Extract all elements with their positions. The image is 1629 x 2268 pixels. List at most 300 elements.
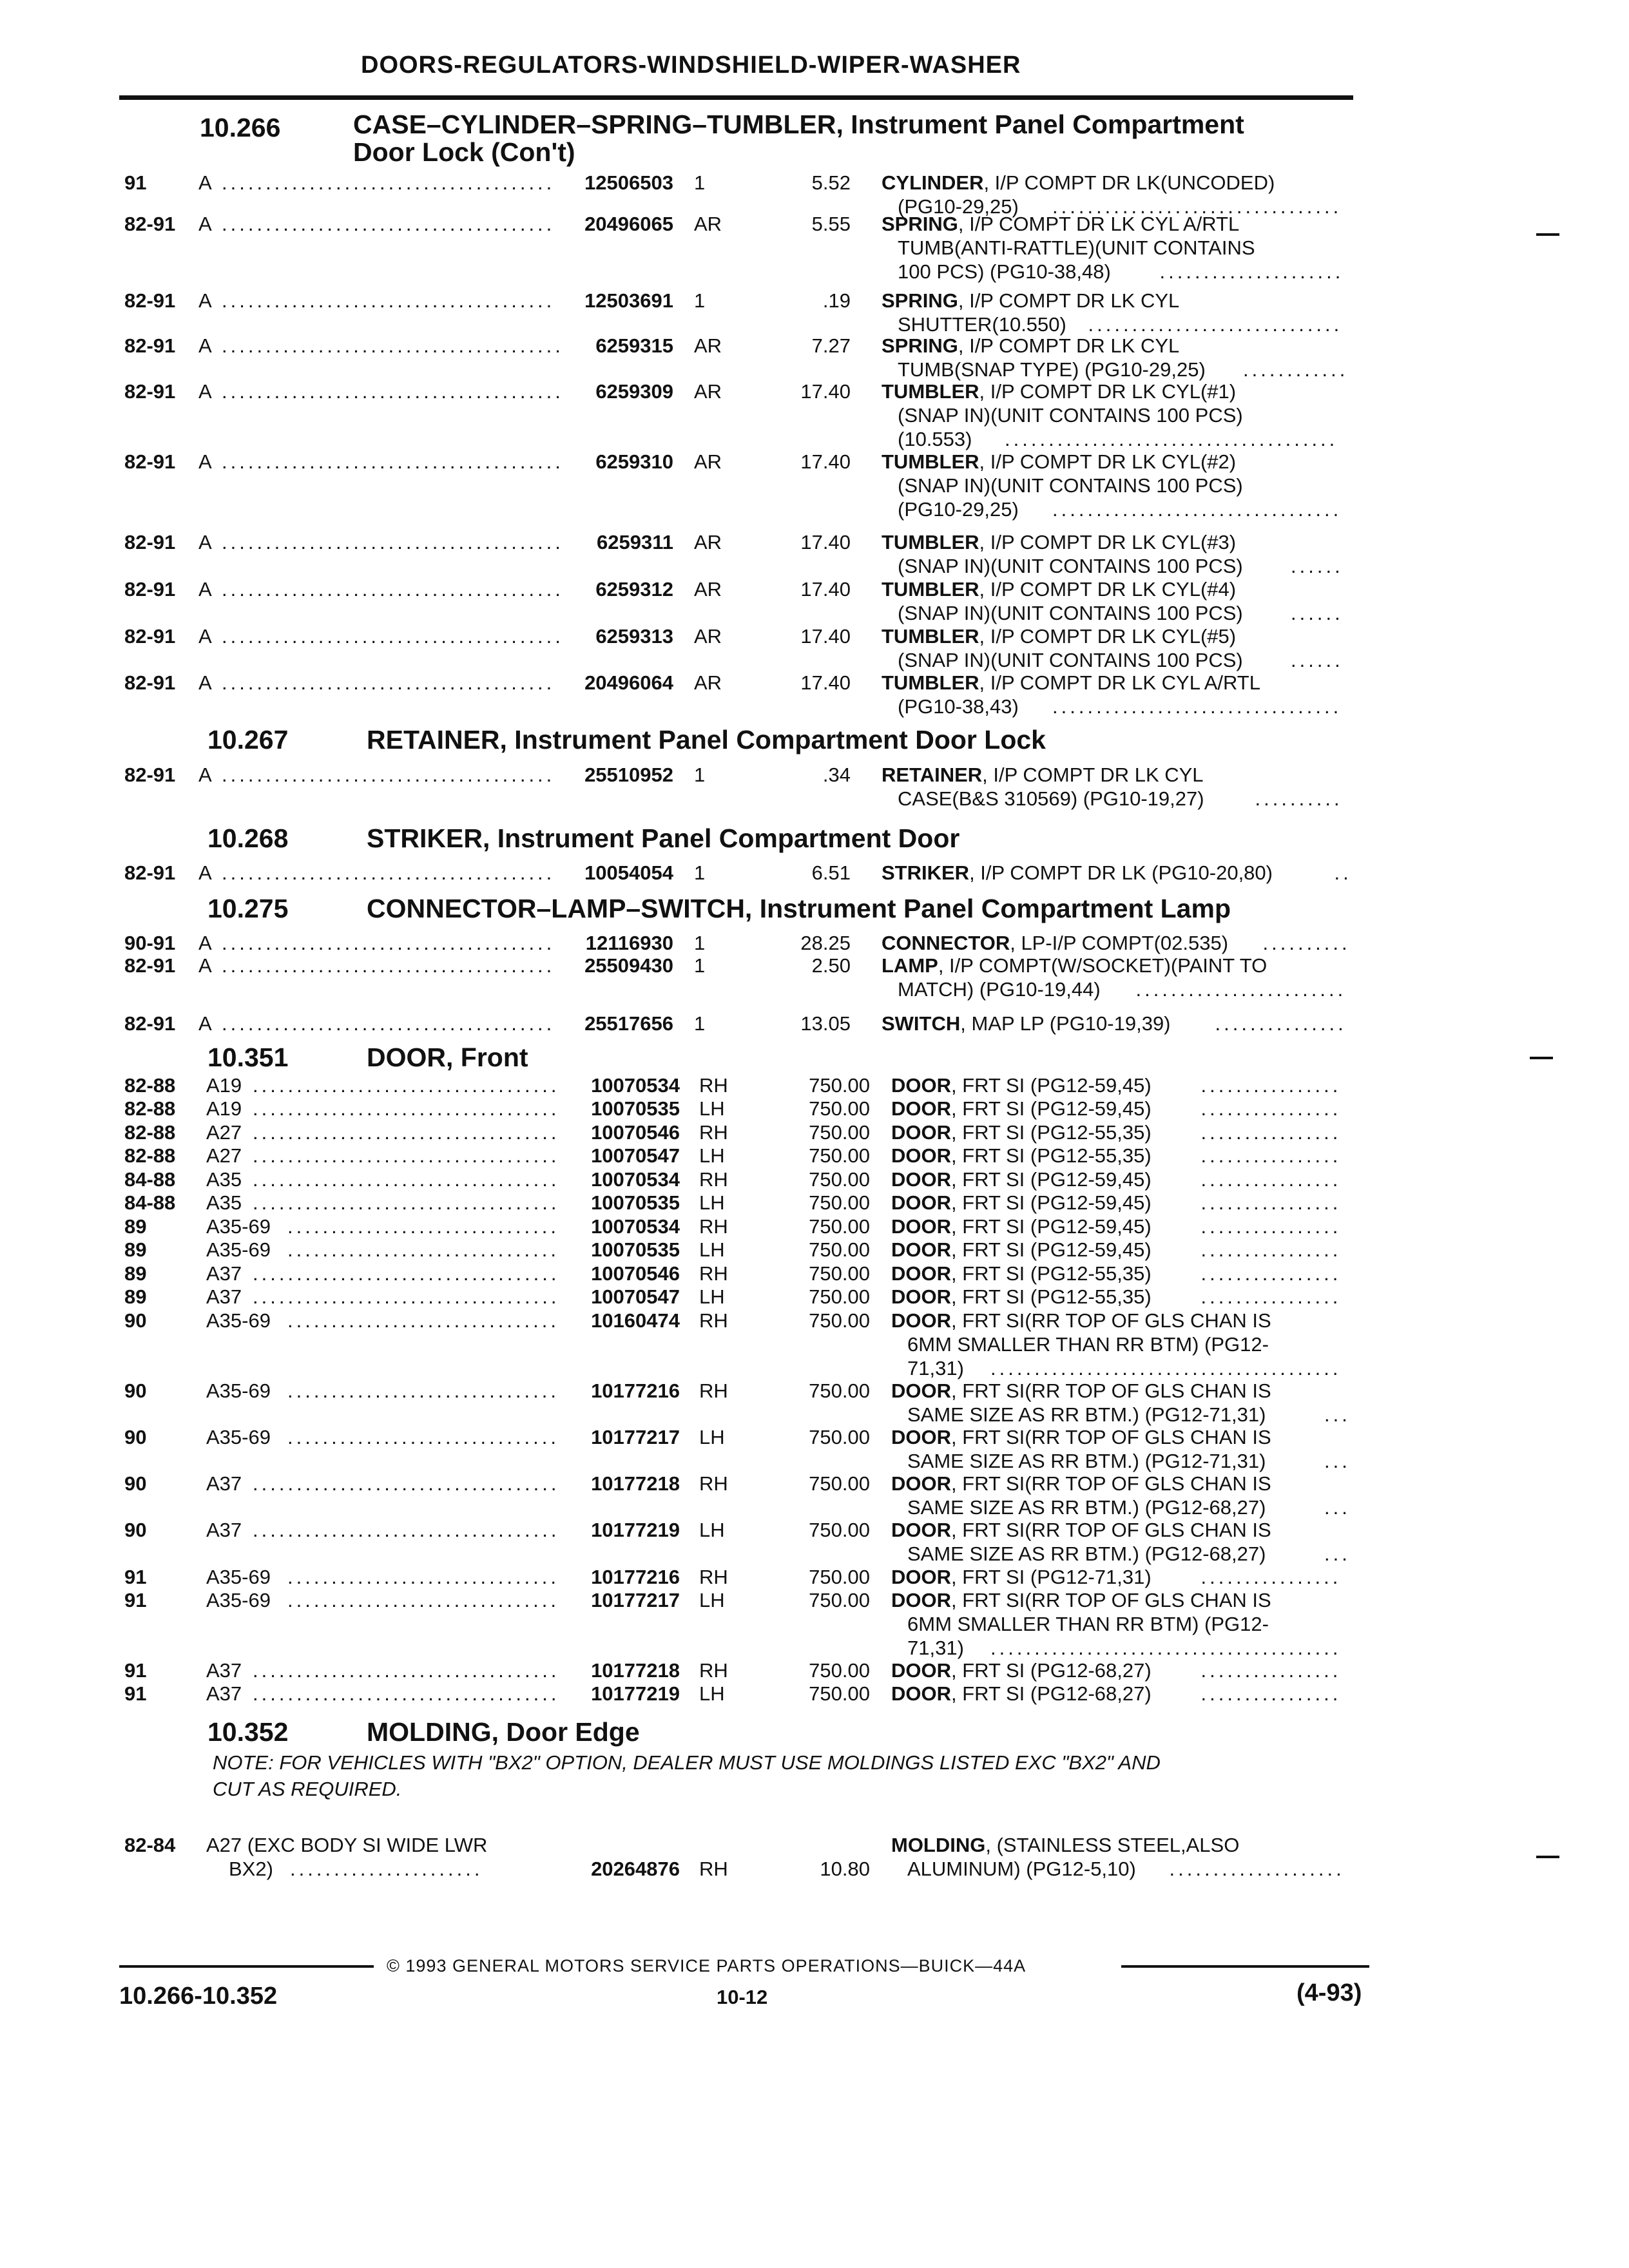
description-line: (SNAP IN)(UNIT CONTAINS 100 PCS): [898, 649, 1243, 671]
quantity: AR: [694, 671, 722, 694]
description-line: DOOR, FRT SI(RR TOP OF GLS CHAN IS: [891, 1519, 1271, 1541]
leader-dots: ...............................: [287, 1589, 559, 1611]
price: 5.55: [811, 213, 851, 235]
model-years: 82-84: [124, 1834, 176, 1856]
body-code: A27: [206, 1121, 242, 1144]
leader-dots: .......................................: [222, 450, 564, 473]
price: 750.00: [809, 1215, 870, 1238]
leader-dots: ............: [1243, 358, 1349, 381]
part-name: LAMP: [882, 954, 938, 977]
part-name: DOOR: [891, 1215, 951, 1238]
model-years: 91: [124, 171, 147, 194]
leader-dots: ...................................: [253, 1191, 560, 1214]
quantity: AR: [694, 625, 722, 648]
leader-dots: ......................................: [222, 932, 555, 954]
price: 17.40: [800, 450, 851, 473]
quantity: RH: [699, 1309, 728, 1332]
leader-dots: ................: [1200, 1682, 1342, 1705]
quantity: 1: [694, 289, 706, 312]
part-name: DOOR: [891, 1191, 951, 1214]
description-line: CASE(B&S 310569) (PG10-19,27): [898, 787, 1204, 810]
model-years: 82-88: [124, 1097, 176, 1120]
price: 750.00: [809, 1191, 870, 1214]
body-code: A: [198, 861, 212, 884]
body-code: A: [198, 625, 212, 648]
leader-dots: ......................................: [222, 671, 555, 694]
quantity: RH: [699, 1858, 728, 1880]
description-line: DOOR, FRT SI (PG12-68,27): [891, 1682, 1152, 1705]
body-code: A19: [206, 1074, 242, 1097]
body-code: A: [198, 954, 212, 977]
part-number: 20496064: [584, 671, 673, 694]
body-code: A27: [206, 1144, 242, 1167]
body-code: A35-69: [206, 1379, 271, 1402]
leader-dots: ...................................: [253, 1659, 560, 1682]
model-years: 82-88: [124, 1121, 176, 1144]
price: 750.00: [809, 1097, 870, 1120]
model-years: 82-91: [124, 671, 176, 694]
model-years: 90-91: [124, 932, 176, 954]
part-number: 10070535: [591, 1191, 680, 1214]
description-line: DOOR, FRT SI (PG12-59,45): [891, 1215, 1152, 1238]
price: .34: [822, 764, 851, 786]
quantity: 1: [694, 954, 706, 977]
leader-dots: ..: [1334, 861, 1352, 884]
leader-dots: ......................................: [222, 1012, 555, 1035]
price: 750.00: [809, 1168, 870, 1191]
model-years: 82-91: [124, 450, 176, 473]
model-years: 84-88: [124, 1168, 176, 1191]
quantity: LH: [699, 1589, 725, 1611]
section-number: 10.275: [207, 894, 289, 923]
price: 750.00: [809, 1472, 870, 1495]
quantity: LH: [699, 1285, 725, 1308]
description-line: DOOR, FRT SI(RR TOP OF GLS CHAN IS: [891, 1472, 1271, 1495]
leader-dots: ...................................: [253, 1168, 560, 1191]
margin-mark: [1530, 1057, 1553, 1059]
quantity: AR: [694, 531, 722, 553]
description-line: SAME SIZE AS RR BTM.) (PG12-68,27): [907, 1542, 1266, 1565]
body-code: A37: [206, 1659, 242, 1682]
part-name: DOOR: [891, 1144, 951, 1167]
part-name: DOOR: [891, 1472, 951, 1495]
leader-dots: .......................................: [222, 578, 564, 601]
part-number: 20496065: [584, 213, 673, 235]
model-years: 90: [124, 1309, 147, 1332]
part-number: 10070534: [591, 1215, 680, 1238]
description-line: TUMB(ANTI-RATTLE)(UNIT CONTAINS: [898, 236, 1255, 259]
quantity: AR: [694, 334, 722, 357]
quantity: RH: [699, 1168, 728, 1191]
body-code: A37: [206, 1682, 242, 1705]
description-line: CYLINDER, I/P COMPT DR LK(UNCODED): [882, 171, 1275, 194]
description-line: DOOR, FRT SI (PG12-59,45): [891, 1074, 1152, 1097]
description-line: SPRING, I/P COMPT DR LK CYL A/RTL: [882, 213, 1240, 235]
part-name: DOOR: [891, 1238, 951, 1261]
part-number: 10070535: [591, 1238, 680, 1261]
header-rule: [119, 95, 1353, 100]
quantity: 1: [694, 764, 706, 786]
body-code: A: [198, 671, 212, 694]
body-code: A37: [206, 1285, 242, 1308]
leader-dots: .................................: [1052, 498, 1342, 521]
description-line: DOOR, FRT SI (PG12-59,45): [891, 1191, 1152, 1214]
part-name: CYLINDER: [882, 171, 984, 194]
part-number: 10177217: [591, 1589, 680, 1611]
description-line: MOLDING, (STAINLESS STEEL,ALSO: [891, 1834, 1240, 1856]
quantity: RH: [699, 1262, 728, 1285]
body-code: A35-69: [206, 1589, 271, 1611]
price: 750.00: [809, 1285, 870, 1308]
model-years: 90: [124, 1426, 147, 1448]
part-name: DOOR: [891, 1566, 951, 1588]
page-header: DOORS-REGULATORS-WINDSHIELD-WIPER-WASHER: [361, 52, 1021, 79]
body-code: A35-69: [206, 1238, 271, 1261]
margin-mark: [1536, 233, 1559, 236]
leader-dots: ....................: [1169, 1858, 1345, 1880]
quantity: RH: [699, 1121, 728, 1144]
description-line: TUMBLER, I/P COMPT DR LK CYL(#5): [882, 625, 1237, 648]
part-number: 6259312: [595, 578, 673, 601]
part-number: 10070546: [591, 1262, 680, 1285]
model-years: 82-91: [124, 289, 176, 312]
description-line: (SNAP IN)(UNIT CONTAINS 100 PCS): [898, 404, 1243, 427]
leader-dots: .......................................: [222, 334, 564, 357]
section-title: DOOR, Front: [367, 1043, 528, 1072]
description-line: CONNECTOR, LP-I/P COMPT(02.535): [882, 932, 1229, 954]
part-name: TUMBLER: [882, 380, 979, 403]
model-years: 90: [124, 1472, 147, 1495]
part-name: TUMBLER: [882, 625, 979, 648]
model-years: 89: [124, 1262, 147, 1285]
description-line: RETAINER, I/P COMPT DR LK CYL: [882, 764, 1204, 786]
quantity: 1: [694, 171, 706, 194]
leader-dots: ........................................: [990, 1637, 1342, 1659]
description-line: (PG10-29,25): [898, 498, 1019, 521]
quantity: 1: [694, 861, 706, 884]
part-number: 6259310: [595, 450, 673, 473]
quantity: LH: [699, 1144, 725, 1167]
description-line: (SNAP IN)(UNIT CONTAINS 100 PCS): [898, 602, 1243, 624]
section-number: 10.268: [207, 823, 289, 853]
body-code: A: [198, 932, 212, 954]
page-number: 10-12: [717, 1986, 768, 2008]
part-number: 25510952: [584, 764, 673, 786]
model-years: 84-88: [124, 1191, 176, 1214]
body-code: A: [198, 213, 212, 235]
quantity: LH: [699, 1426, 725, 1448]
description-line: DOOR, FRT SI (PG12-59,45): [891, 1238, 1152, 1261]
body-code: A: [198, 764, 212, 786]
body-code: A35: [206, 1168, 242, 1191]
model-years: 82-88: [124, 1144, 176, 1167]
part-name: DOOR: [891, 1262, 951, 1285]
quantity: AR: [694, 380, 722, 403]
section-subtitle: Door Lock (Con't): [353, 137, 575, 167]
leader-dots: ......: [1291, 602, 1344, 624]
quantity: LH: [699, 1519, 725, 1541]
leader-dots: ................: [1200, 1566, 1342, 1588]
model-years: 82-91: [124, 213, 176, 235]
body-code: A19: [206, 1097, 242, 1120]
quantity: RH: [699, 1472, 728, 1495]
part-name: TUMBLER: [882, 531, 979, 553]
part-name: MOLDING: [891, 1834, 986, 1856]
part-number: 20264876: [591, 1858, 680, 1880]
description-line: DOOR, FRT SI(RR TOP OF GLS CHAN IS: [891, 1426, 1271, 1448]
part-number: 10177219: [591, 1519, 680, 1541]
quantity: RH: [699, 1074, 728, 1097]
part-name: DOOR: [891, 1285, 951, 1308]
part-name: SPRING: [882, 213, 958, 235]
leader-dots: ......................................: [222, 213, 555, 235]
model-years: 82-91: [124, 531, 176, 553]
section-note: NOTE: FOR VEHICLES WITH "BX2" OPTION, DEALER MUST USE MOLDINGS LISTED EXC "BX2" AND: [213, 1751, 1161, 1774]
body-code: A: [198, 531, 212, 553]
leader-dots: ................: [1200, 1097, 1342, 1120]
price: 750.00: [809, 1519, 870, 1541]
price: 6.51: [811, 861, 851, 884]
body-code: A37: [206, 1262, 242, 1285]
part-number: 10070547: [591, 1285, 680, 1308]
description-line: DOOR, FRT SI(RR TOP OF GLS CHAN IS: [891, 1309, 1271, 1332]
price: 750.00: [809, 1309, 870, 1332]
part-number: 6259315: [595, 334, 673, 357]
part-name: DOOR: [891, 1379, 951, 1402]
description-line: MATCH) (PG10-19,44): [898, 978, 1101, 1001]
leader-dots: ...............................: [287, 1238, 559, 1261]
quantity: 1: [694, 1012, 706, 1035]
part-number: 25517656: [584, 1012, 673, 1035]
part-number: 6259313: [595, 625, 673, 648]
part-name: DOOR: [891, 1426, 951, 1448]
model-years: 82-88: [124, 1074, 176, 1097]
leader-dots: ......................................: [222, 861, 555, 884]
leader-dots: ...................................: [253, 1121, 560, 1144]
leader-dots: ........................: [1135, 978, 1347, 1001]
price: 17.40: [800, 625, 851, 648]
leader-dots: ................: [1200, 1074, 1342, 1097]
part-name: STRIKER: [882, 861, 970, 884]
quantity: RH: [699, 1659, 728, 1682]
section-number: 10.267: [207, 725, 289, 754]
model-years: 82-91: [124, 1012, 176, 1035]
model-years: 82-91: [124, 334, 176, 357]
model-years: 82-91: [124, 764, 176, 786]
description-line: TUMBLER, I/P COMPT DR LK CYL(#1): [882, 380, 1237, 403]
leader-dots: ................: [1200, 1238, 1342, 1261]
description-line: SAME SIZE AS RR BTM.) (PG12-71,31): [907, 1450, 1266, 1472]
part-name: RETAINER: [882, 764, 983, 786]
price: 17.40: [800, 531, 851, 553]
description-line: 71,31): [907, 1637, 964, 1659]
leader-dots: ................: [1200, 1659, 1342, 1682]
leader-dots: ..........: [1255, 787, 1343, 810]
part-number: 6259311: [597, 531, 673, 553]
leader-dots: ......................................: [1005, 428, 1338, 450]
description-line: DOOR, FRT SI (PG12-55,35): [891, 1262, 1152, 1285]
leader-dots: ..........: [1262, 932, 1351, 954]
price: 750.00: [809, 1589, 870, 1611]
model-years: 89: [124, 1215, 147, 1238]
leader-dots: ...................................: [253, 1262, 560, 1285]
body-code-continued: BX2): [229, 1858, 273, 1880]
body-code: A: [198, 1012, 212, 1035]
description-line: SAME SIZE AS RR BTM.) (PG12-71,31): [907, 1403, 1266, 1426]
part-name: DOOR: [891, 1519, 951, 1541]
margin-mark: [1536, 1856, 1559, 1858]
part-number: 12503691: [584, 289, 673, 312]
leader-dots: .......................................: [222, 531, 564, 553]
quantity: 1: [694, 932, 706, 954]
price: 750.00: [809, 1074, 870, 1097]
section-number: 10.351: [207, 1043, 289, 1072]
part-number: 10070547: [591, 1144, 680, 1167]
leader-dots: ...............................: [287, 1309, 559, 1332]
body-code: A37: [206, 1472, 242, 1495]
body-code: A35-69: [206, 1566, 271, 1588]
leader-dots: ...................................: [253, 1074, 560, 1097]
leader-dots: ...............................: [287, 1566, 559, 1588]
body-code: A35-69: [206, 1426, 271, 1448]
description-line: (SNAP IN)(UNIT CONTAINS 100 PCS): [898, 474, 1243, 497]
part-name: DOOR: [891, 1309, 951, 1332]
body-code: A: [198, 171, 212, 194]
leader-dots: ...............: [1215, 1012, 1347, 1035]
model-years: 91: [124, 1682, 147, 1705]
leader-dots: ................: [1200, 1285, 1342, 1308]
model-years: 82-91: [124, 861, 176, 884]
price: 750.00: [809, 1566, 870, 1588]
price: 13.05: [800, 1012, 851, 1035]
description-line: (PG10-38,43): [898, 695, 1019, 718]
description-line: DOOR, FRT SI (PG12-71,31): [891, 1566, 1152, 1588]
leader-dots: ...............................: [287, 1426, 559, 1448]
description-line: TUMBLER, I/P COMPT DR LK CYL(#4): [882, 578, 1237, 601]
description-line: DOOR, FRT SI (PG12-59,45): [891, 1168, 1152, 1191]
price: 750.00: [809, 1144, 870, 1167]
price: 750.00: [809, 1682, 870, 1705]
description-line: DOOR, FRT SI (PG12-68,27): [891, 1659, 1152, 1682]
description-line: DOOR, FRT SI (PG12-55,35): [891, 1285, 1152, 1308]
part-number: 10177218: [591, 1659, 680, 1682]
footer-date: (4-93): [1296, 1979, 1362, 2006]
leader-dots: ........................................: [990, 1357, 1342, 1379]
quantity: RH: [699, 1379, 728, 1402]
part-number: 10177216: [591, 1379, 680, 1402]
footer-range: 10.266-10.352: [119, 1983, 278, 2010]
leader-dots: ......: [1291, 649, 1344, 671]
part-name: DOOR: [891, 1589, 951, 1611]
part-name: DOOR: [891, 1074, 951, 1097]
description-line: SAME SIZE AS RR BTM.) (PG12-68,27): [907, 1496, 1266, 1519]
part-number: 10177219: [591, 1682, 680, 1705]
description-line: SPRING, I/P COMPT DR LK CYL: [882, 334, 1180, 357]
body-code: A35-69: [206, 1309, 271, 1332]
part-name: DOOR: [891, 1659, 951, 1682]
part-number: 25509430: [584, 954, 673, 977]
leader-dots: ......................................: [222, 954, 555, 977]
part-number: 10070534: [591, 1074, 680, 1097]
leader-dots: .......................................: [222, 625, 564, 648]
body-code: A35: [206, 1191, 242, 1214]
leader-dots: ...: [1324, 1403, 1351, 1426]
leader-dots: .......................................: [222, 380, 564, 403]
part-number: 10070535: [591, 1097, 680, 1120]
quantity: RH: [699, 1566, 728, 1588]
price: 750.00: [809, 1238, 870, 1261]
price: 750.00: [809, 1379, 870, 1402]
leader-dots: ......................................: [222, 171, 555, 194]
description-line: SPRING, I/P COMPT DR LK CYL: [882, 289, 1180, 312]
part-number: 10070546: [591, 1121, 680, 1144]
section-number: 10.352: [207, 1717, 289, 1747]
part-number: 10177216: [591, 1566, 680, 1588]
price: 28.25: [800, 932, 851, 954]
price: 17.40: [800, 671, 851, 694]
model-years: 89: [124, 1285, 147, 1308]
description-line: TUMBLER, I/P COMPT DR LK CYL(#2): [882, 450, 1237, 473]
description-line: ALUMINUM) (PG12-5,10): [907, 1858, 1136, 1880]
body-code: A: [198, 450, 212, 473]
part-name: SPRING: [882, 334, 958, 357]
leader-dots: ......................................: [222, 764, 555, 786]
description-line: DOOR, FRT SI(RR TOP OF GLS CHAN IS: [891, 1379, 1271, 1402]
price: 750.00: [809, 1121, 870, 1144]
part-name: SWITCH: [882, 1012, 961, 1035]
part-number: 12506503: [584, 171, 673, 194]
model-years: 82-91: [124, 954, 176, 977]
leader-dots: ...................................: [253, 1144, 560, 1167]
model-years: 90: [124, 1519, 147, 1541]
description-line: DOOR, FRT SI (PG12-55,35): [891, 1121, 1152, 1144]
leader-dots: ................: [1200, 1121, 1342, 1144]
part-name: DOOR: [891, 1682, 951, 1705]
leader-dots: ...................................: [253, 1097, 560, 1120]
body-code: A: [198, 380, 212, 403]
leader-dots: .................................: [1052, 195, 1342, 218]
leader-dots: ...................................: [253, 1682, 560, 1705]
description-line: (10.553): [898, 428, 972, 450]
description-line: SHUTTER(10.550): [898, 313, 1066, 336]
body-code: A: [198, 578, 212, 601]
leader-dots: ...................................: [253, 1519, 560, 1541]
model-years: 82-91: [124, 625, 176, 648]
model-years: 91: [124, 1589, 147, 1611]
price: 7.27: [811, 334, 851, 357]
description-line: TUMBLER, I/P COMPT DR LK CYL(#3): [882, 531, 1237, 553]
section-title: CONNECTOR–LAMP–SWITCH, Instrument Panel Compartment Lamp: [367, 894, 1231, 923]
leader-dots: ...................................: [253, 1472, 560, 1495]
footer-rule-right: [1121, 1965, 1369, 1968]
description-line: (SNAP IN)(UNIT CONTAINS 100 PCS): [898, 555, 1243, 577]
description-line: DOOR, FRT SI (PG12-59,45): [891, 1097, 1152, 1120]
leader-dots: ......................................: [222, 289, 555, 312]
description-line: 71,31): [907, 1357, 964, 1379]
leader-dots: ......: [1291, 555, 1344, 577]
part-number: 10177217: [591, 1426, 680, 1448]
part-name: TUMBLER: [882, 450, 979, 473]
section-title: CASE–CYLINDER–SPRING–TUMBLER, Instrument Panel Compartment: [353, 110, 1244, 139]
model-years: 89: [124, 1238, 147, 1261]
description-line: DOOR, FRT SI (PG12-55,35): [891, 1144, 1152, 1167]
leader-dots: ................: [1200, 1262, 1342, 1285]
leader-dots: ...: [1324, 1542, 1351, 1565]
leader-dots: ................: [1200, 1215, 1342, 1238]
quantity: AR: [694, 578, 722, 601]
model-years: 90: [124, 1379, 147, 1402]
part-number: 6259309: [595, 380, 673, 403]
